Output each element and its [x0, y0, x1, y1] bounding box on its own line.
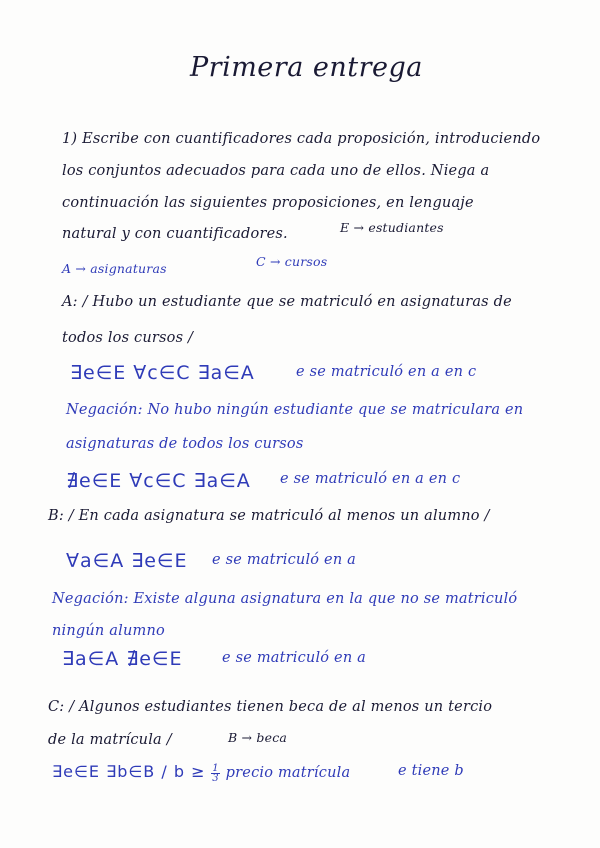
statement-line-4: natural y con cuantificadores.: [62, 226, 288, 242]
part-b-negation-formula-text: e se matriculó en a: [222, 650, 367, 666]
part-a-line-1: A: / Hubo un estudiante que se matriculó en asignaturas de: [62, 294, 512, 310]
definition-b: B → beca: [228, 730, 288, 745]
one-third-fraction: [211, 764, 220, 783]
part-a-negation-line-1: Negación: No hubo ningún estudiante que se matriculara en: [66, 402, 524, 418]
part-a-negation-formula-text: e se matriculó en a en c: [280, 471, 461, 487]
statement-line-3: continuación las siguientes proposiciones, en lenguaje: [62, 195, 474, 211]
part-a-negation-line-2: asignaturas de todos los cursos: [66, 436, 304, 452]
statement-line-2: los conjuntos adecuados para cada uno de ellos. Niega a: [62, 163, 490, 179]
part-b-negation-line-2: ningún alumno: [52, 623, 165, 639]
statement-line-1: 1) Escribe con cuantificadores cada proposición, introduciendo: [62, 131, 541, 147]
part-b-formula-text: e se matriculó en a: [212, 552, 357, 568]
part-a-negation-formula: ∄e∈E ∀c∈C ∃a∈A: [66, 470, 251, 492]
part-c-line-2: de la matrícula /: [48, 732, 172, 748]
fraction-denominator: 3: [212, 772, 219, 784]
part-c-formula-tail: precio matrícula: [225, 765, 351, 781]
part-b-negation-line-1: Negación: Existe alguna asignatura en la que no se matriculó: [52, 591, 518, 607]
part-c-formula: ∃e∈E ∃b∈B / b ≥: [52, 762, 206, 781]
definition-e: E → estudiantes: [340, 220, 444, 235]
part-b-statement: B: / En cada asignatura se matriculó al menos un alumno /: [48, 508, 490, 524]
part-c-line-1: C: / Algunos estudiantes tienen beca de al menos un tercio: [48, 699, 493, 715]
part-a-formula: ∃e∈E ∀c∈C ∃a∈A: [70, 362, 255, 384]
part-a-line-2: todos los cursos /: [62, 330, 194, 346]
fraction-numerator: 1: [212, 762, 219, 774]
definition-a: A → asignaturas: [62, 261, 167, 276]
page-title: Primera entrega: [190, 52, 423, 83]
definition-c: C → cursos: [256, 254, 328, 269]
part-b-negation-formula: ∃a∈A ∄e∈E: [62, 648, 183, 670]
part-c-formula-row: [52, 762, 350, 783]
part-c-formula-text: e tiene b: [398, 763, 464, 779]
part-a-formula-text: e se matriculó en a en c: [296, 364, 477, 380]
part-b-formula: ∀a∈A ∃e∈E: [66, 550, 188, 572]
